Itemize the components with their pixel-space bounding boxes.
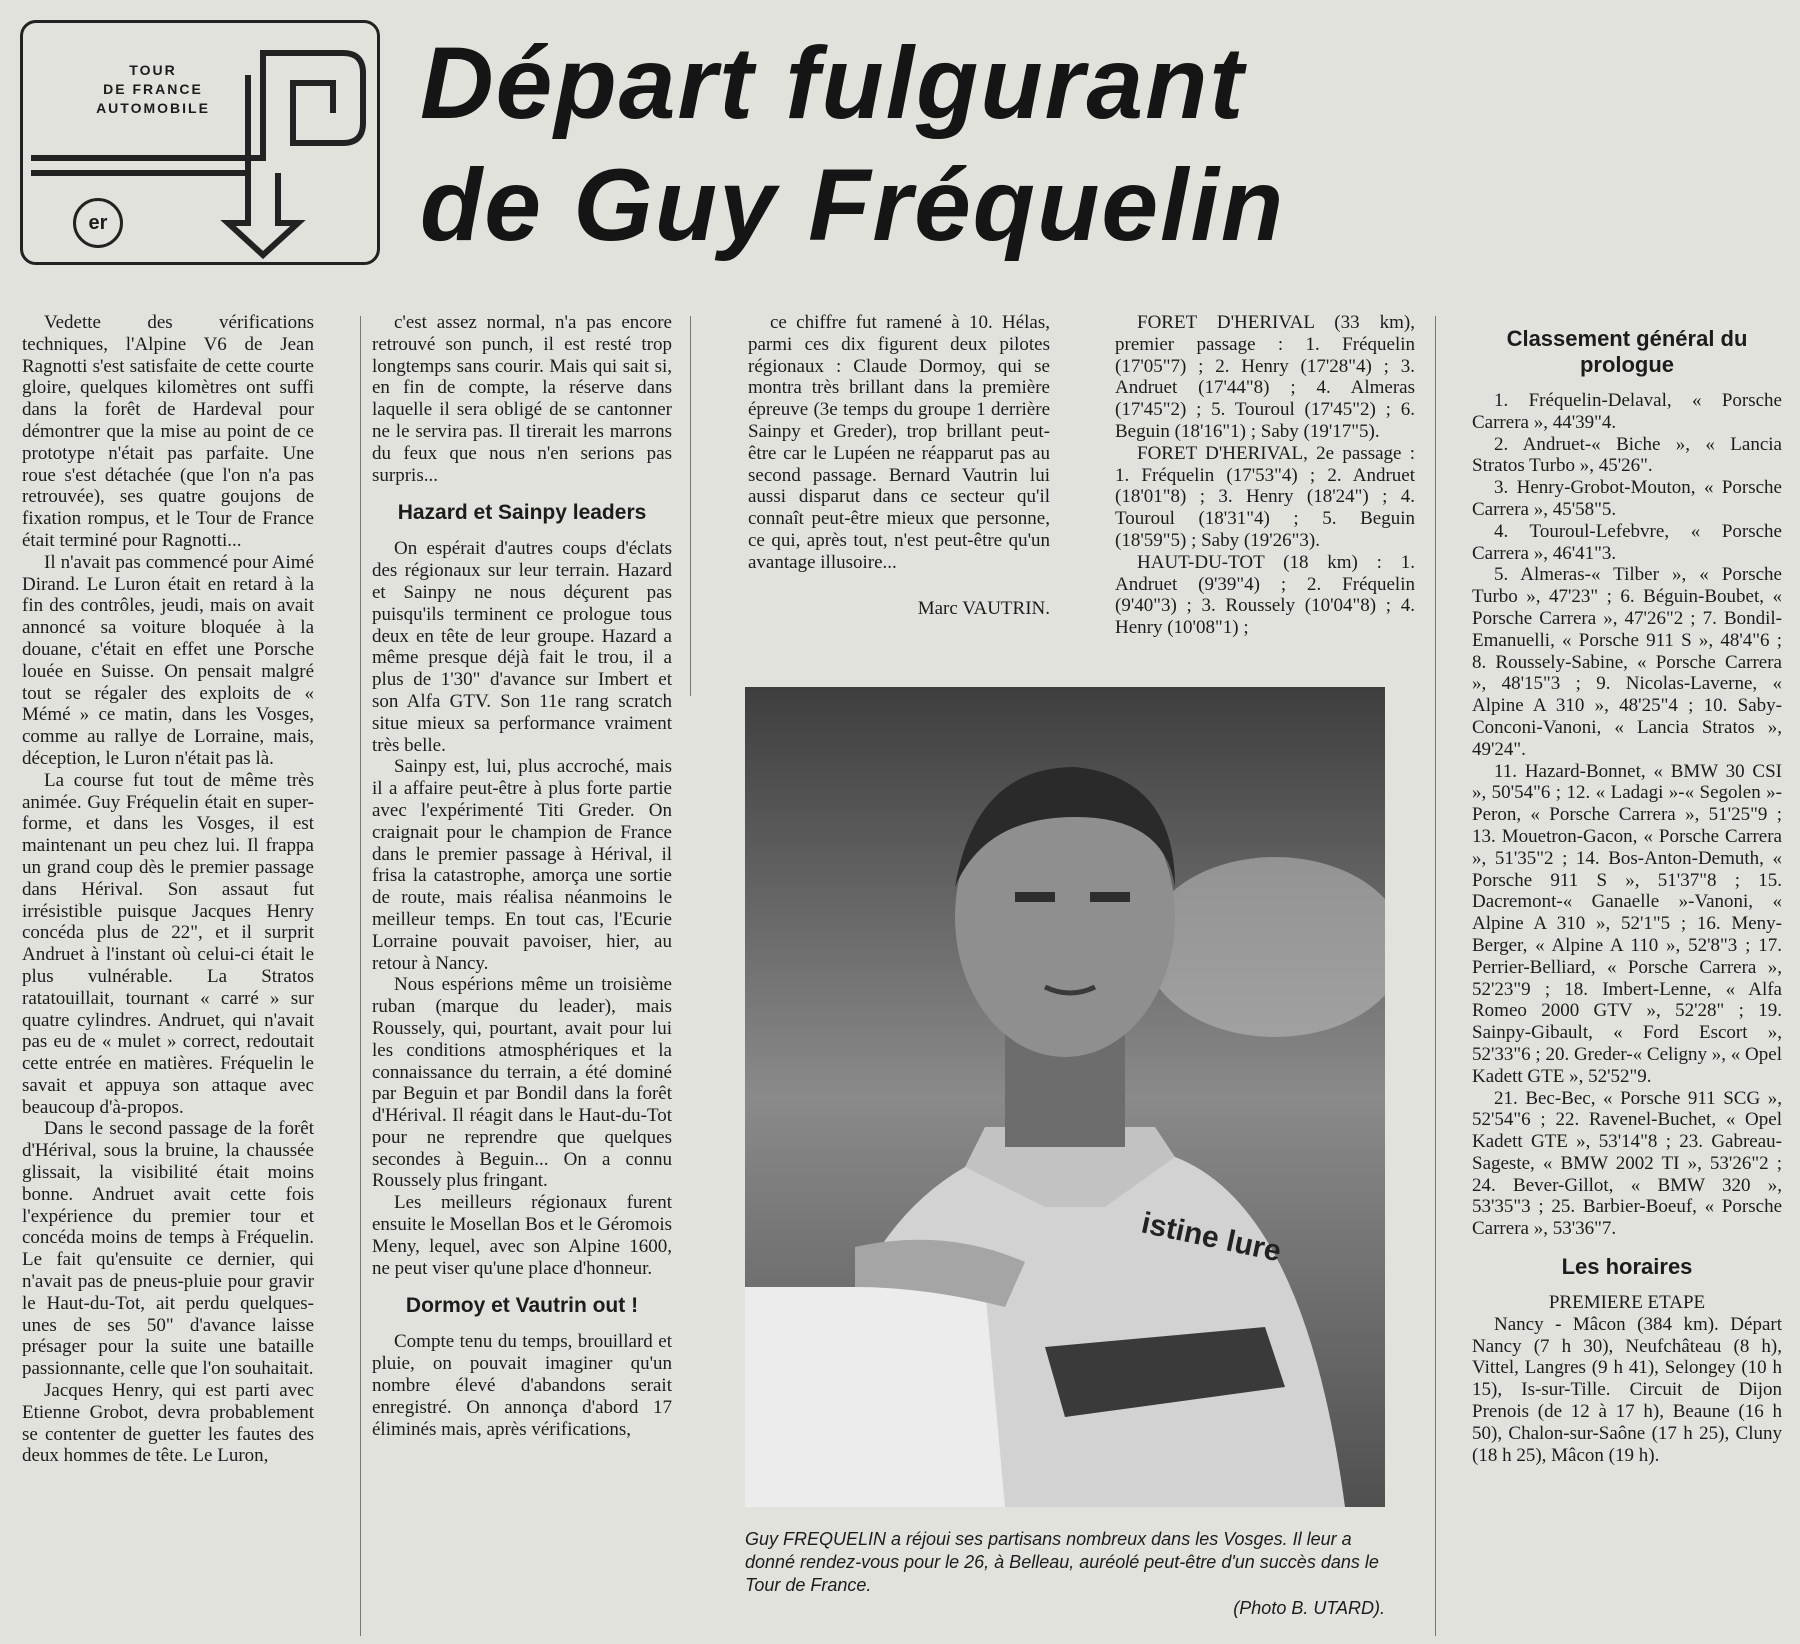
stage-title: PREMIERE ETAPE [1548, 1292, 1706, 1314]
result-paragraph: FORET D'HERIVAL (33 km), premier passage : 1. Fréquelin (17'05"7) ; 2. Henry (17'28"4) ; 3. Andruet (17'44"8) ; 4. Almeras (17'45"2) ; 5. Touroul (17'45"2) ; 6. Beguin (18'16"1) ; Saby (19'17"5). [1115, 312, 1415, 442]
paragraph: Compte tenu du temps, brouillard et pluie, on pouvait imaginer qu'un nombre élevé d'abandons serait enregistré. On annonça d'abord 17 éliminés mais, après vérifications, [372, 1331, 672, 1440]
article-column-1 [22, 312, 314, 1467]
driver-portrait-image [745, 687, 1385, 1507]
standing-entry: 21. Bec-Bec, « Porsche 911 SCG », 52'54"6 ; 22. Ravenel-Buchet, « Opel Kadett GTE », 53'14"8 ; 23. Gabreau-Sageste, « BMW 2002 TI », 53'26"2 ; 24. Bever-Gillot, « BMW 320 », 53'35"3 ; 25. Barbier-Boeuf, « Porsche Carrera », 53'36"7. [1472, 1087, 1782, 1240]
column-divider [1435, 316, 1436, 1636]
result-paragraph: FORET D'HERIVAL, 2e passage : 1. Fréquelin (17'53"4) ; 2. Andruet (18'01"8) ; 3. Henry (18'24") ; 4. Touroul (18'31"4) ; 5. Beguin (18'59"5) ; Saby (19'26"3). [1115, 442, 1415, 551]
er-badge-icon: er [73, 198, 123, 248]
schedule-heading: Les horaires [1561, 1254, 1693, 1280]
headline [420, 22, 1790, 266]
paragraph: La course fut tout de même très animée. Guy Fréquelin était en super-forme, et dans les Vosges, il est maintenant un peu chez lui. Il frappa un grand coup dès le premier passage dans Hérival. Son assaut fut irrésistible puisque Jacques Henry concéda plus de 22", et il surprit Andruet à l'instant où celui-ci était le plus vulnérable. La Stratos ratatouillait, tournant « carré » sur quatre cylindres. Andruet, qui n'avait pas eu de « mulet » correct, redoutait cette entrée en matières. Fréquelin le savait et appuya son attaque avec beaucoup d'à-propos. [22, 769, 314, 1118]
standings-heading: Classement général du prologue [1506, 326, 1748, 377]
caption-text: Guy FREQUELIN a réjoui ses partisans nombreux dans les Vosges. Il leur a donné rendez-vous pour le 26, à Belleau, auréolé peut-être d'un succès dans le Tour de France. [745, 1529, 1379, 1595]
paragraph: Nous espérions même un troisième ruban (marque du leader), mais Roussely, qui, pourtant, avait pour lui les conditions atmosphériques et la connaissance du terrain, a été dominé par Beguin et par Bondil dans la forêt d'Hérival. Il réagit dans le Haut-du-Tot pour ne reprendre que quelques secondes à Beguin... On a connu Roussely plus fringant. [372, 974, 672, 1192]
photo-caption [745, 1528, 1385, 1620]
subheading-hazard-sainpy: Hazard et Sainpy leaders [397, 501, 647, 525]
column-divider [690, 316, 691, 696]
paragraph: Les meilleurs régionaux furent ensuite le Mosellan Bos et le Géromois Meny, lequel, avec son Alpine 1600, ne peut viser qu'une place d'honneur. [372, 1192, 672, 1279]
paragraph: c'est assez normal, n'a pas encore retrouvé son punch, il est resté trop longtemps sans courir. Mais qui sait si, en fin de compte, la réserve dans laquelle il sera obligé de se cantonner ne le servira pas. Il tirerait les marrons du feux que nous n'en serions pas surpris... [372, 312, 672, 486]
subheading-dormoy-vautrin: Dormoy et Vautrin out ! [405, 1294, 639, 1318]
result-paragraph: HAUT-DU-TOT (18 km) : 1. Andruet (9'39"4) ; 2. Fréquelin (9'40"3) ; 3. Roussely (10'04"8) ; 4. Henry (10'08"1) ; [1115, 551, 1415, 639]
paragraph: Sainpy est, lui, plus accroché, mais il a affaire peut-être à plus forte partie avec l'expérimenté Titi Greder. On craignait pour le champion de France dans le premier passage à Hérival, il frisa la catastrophe, amorça une sortie de route, mais réalisa néanmoins le meilleur temps. En tout cas, l'Ecurie Lorraine pouvait pavoiser, hier, au retour à Nancy. [372, 756, 672, 974]
shirt-text: istine lure [1138, 1206, 1285, 1269]
standing-entry: 2. Andruet-« Biche », « Lancia Stratos Turbo », 45'26". [1472, 433, 1782, 477]
standing-entry: 11. Hazard-Bonnet, « BMW 30 CSI », 50'54"6 ; 12. « Ladagi »-« Segolen »-Peron, « Porsche Carrera », 51'25"9 ; 13. Mouetron-Gacon, « Porsche Carrera », 51'35"2 ; 14. Bos-Anton-Demuth, « Porsche 911 S », 51'37"8 ; 15. Dacremont-« Ganaelle »-Vanoni, « Alpine A 310 », 52'1"5 ; 16. Meny-Berger, « Alpine A 110 », 52'8"3 ; 17. Perrier-Belliard, « Porsche Carrera », 52'23"9 ; 18. Imbert-Lenne, « Alfa Romeo 2000 GTV », 52'28" ; 19. Sainpy-Gibault, « Ford Escort », 52'33"6 ; 20. Greder-« Celigny », « Opel Kadett GTE », 52'52"9. [1472, 760, 1782, 1087]
headline-line-1: Départ fulgurant [420, 26, 1246, 140]
standing-entry: 4. Touroul-Lefebvre, « Porsche Carrera », 46'41"3. [1472, 520, 1782, 564]
author-signature: Marc VAUTRIN. [917, 597, 1050, 619]
article-column-3 [748, 312, 1050, 619]
paragraph: Vedette des vérifications techniques, l'Alpine V6 de Jean Ragnotti s'est satisfaite de cette courte gloire, quelques kilomètres ont suffi dans la forêt de Hardeval pour démontrer que la mise au point de ce prototype n'était pas parfaite. Une roue s'est détachée (que l'on n'a pas retrouvée), ses quatre goujons de fixation rompus, et le Tour de France était terminé pour Ragnotti... [22, 312, 314, 551]
standing-entry: 5. Almeras-« Tilber », « Porsche Turbo », 47'23" ; 6. Béguin-Boubet, « Porsche Carrera », 47'26"2 ; 7. Bondil-Emanuelli, « Porsche 911 S », 48'4"6 ; 8. Roussely-Sabine, « Porsche Carrera », 48'15"3 ; 9. Nicolas-Laverne, « Alpine A 310 », 48'25"4 ; 10. Saby-Conconi-Vanoni, « Lancia Stratos », 49'24". [1472, 564, 1782, 760]
standings-column [1472, 312, 1782, 1466]
paragraph: On espérait d'autres coups d'éclats des régionaux sur leur terrain. Hazard et Sainpy ne nous déçurent pas puisqu'ils terminent ce prologue tous deux en tête de leur groupe. Hazard a même presque déjà fait le trou, il a plus de 1'30" d'avance sur Imbert et son Alfa GTV. Son 11e rang scratch situe mieux sa performance vraiment très belle. [372, 538, 672, 756]
logo-text: TOUR DE FRANCE AUTOMOBILE [96, 62, 210, 116]
paragraph: Jacques Henry, qui est parti avec Etienne Grobot, devra probablement se contenter de guetter les fautes des deux hommes de tête. Le Luron, [22, 1380, 314, 1467]
tour-de-france-logo [20, 20, 380, 265]
photo-guy-frequelin [745, 687, 1385, 1507]
headline-line-2: de Guy Fréquelin [420, 148, 1286, 262]
paragraph: Dans le second passage de la forêt d'Hérival, sous la bruine, la chaussée glissait, la visibilité était moins bonne. Andruet avait cette fois l'expérience du premier tour et concéda moins de temps à Fréquelin. Le fait qu'ensuite ce dernier, qui n'avait pas de pneus-pluie pour gravir le Haut-du-Tot, ait perdu quelques-unes de ses 50" d'avance laisse présager pour la suite une bataille passionnante, celle que l'on souhaitait. [22, 1118, 314, 1380]
standing-entry: 1. Fréquelin-Delaval, « Porsche Carrera », 44'39"4. [1472, 390, 1782, 433]
schedule-text: Nancy - Mâcon (384 km). Départ Nancy (7 h 30), Neufchâteau (8 h), Vittel, Langres (9 h 41), Selongey (10 h 15), Is-sur-Tille. Circuit de Dijon Prenois (de 12 à 17 h), Beaune (16 h 50), Chalon-sur-Saône (17 h 25), Cluny (18 h 25), Mâcon (19 h). [1472, 1313, 1782, 1466]
standing-entry: 3. Henry-Grobot-Mouton, « Porsche Carrera », 45'58"5. [1472, 477, 1782, 520]
photo-credit: (Photo B. UTARD). [1233, 1598, 1385, 1618]
paragraph: Il n'avait pas commencé pour Aimé Dirand. Le Luron était en retard à la fin des contrôles, jeudi, mais on avait annoncé sa voiture bloquée à la douane, c'était en effet une Porsche louée en Suisse. On pensait malgré tout se régaler des exploits de « Mémé » ce matin, dans les Vosges, comme au rallye de Lorraine, mais, déception, le Luron n'était pas là. [22, 551, 314, 769]
paragraph: ce chiffre fut ramené à 10. Hélas, parmi ces dix figurent deux pilotes régionaux : Claude Dormoy, qui se montra très brillant dans la première épreuve (3e temps du groupe 1 derrière Sainpy et Greder), trop brillant peut-être car le Lupéen ne réapparut pas au second passage. Bernard Vautrin lui aussi disparut dans ce secteur qu'il connaît peut-être mieux que personne, ce qui, après tout, n'est peut-être qu'un avantage illusoire... [748, 312, 1050, 573]
article-column-2 [372, 312, 672, 1440]
results-column [1115, 312, 1415, 639]
column-divider [360, 316, 361, 1636]
